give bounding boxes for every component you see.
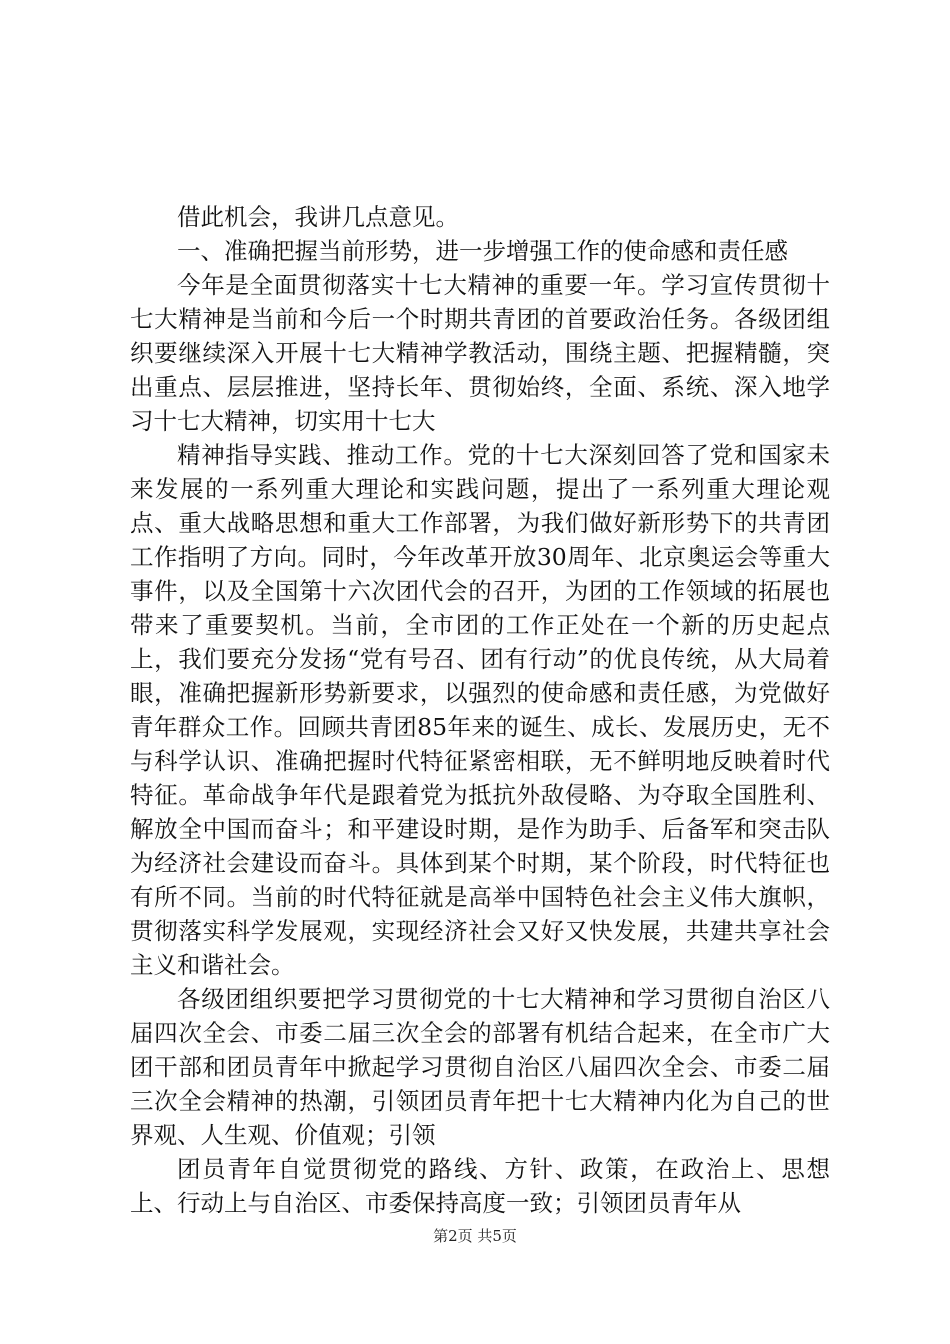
paragraph-opening: 借此机会，我讲几点意见。 [177, 203, 459, 231]
paragraph: 各级团组织要把学习贯彻党的十七大精神和学习贯彻自治区八届四次全会、市委二届三次全会的部署有机结合起来，在全市广大团干部和团员青年中掀起学习贯彻自治区八届四次全会、市委二届三次全会精神的热潮，引领团员青年把十七大精神内化为自己的世界观、人生观、价值观；引领 [130, 985, 830, 1149]
paragraph: 今年是全面贯彻落实十七大精神的重要一年。学习宣传贯彻十七大精神是当前和今后一个时期共青团的首要政治任务。各级团组织要继续深入开展十七大精神学教活动，围绕主题、把握精髓，突出重点、层层推进，坚持长年、贯彻始终，全面、系统、深入地学习十七大精神，切实用十七大 [130, 271, 830, 435]
page-number-footer: 第2页 共5页 [433, 1227, 517, 1245]
paragraph: 团员青年自觉贯彻党的路线、方针、政策，在政治上、思想上、行动上与自治区、市委保持高度一致；引领团员青年从 [130, 1155, 830, 1217]
section-heading: 一、准确把握当前形势，进一步增强工作的使命感和责任感 [177, 237, 788, 265]
document-body [130, 200, 830, 1220]
paragraph: 精神指导实践、推动工作。党的十七大深刻回答了党和国家未来发展的一系列重大理论和实践问题，提出了一系列重大理论观点、重大战略思想和重大工作部署，为我们做好新形势下的共青团工作指明了方向。同时，今年改革开放30周年、北京奥运会等重大事件，以及全国第十六次团代会的召开，为团的工作领域的拓展也带来了重要契机。当前，全市团的工作正处在一个新的历史起点上，我们要充分发扬“党有号召、团有行动”的优良传统，从大局着眼，准确把握新形势新要求，以强烈的使命感和责任感，为党做好青年群众工作。回顾共青团85年来的诞生、成长、发展历史，无不与科学认识、准确把握时代特征紧密相联，无不鲜明地反映着时代特征。革命战争年代是跟着党为抵抗外敌侵略、为夺取全国胜利、解放全中国而奋斗；和平建设时期，是作为助手、后备军和突击队为经济社会建设而奋斗。具体到某个时期，某个阶段，时代特征也有所不同。当前的时代特征就是高举中国特色社会主义伟大旗帜，贯彻落实科学发展观，实现经济社会又好又快发展，共建共享社会主义和谐社会。 [130, 441, 830, 979]
